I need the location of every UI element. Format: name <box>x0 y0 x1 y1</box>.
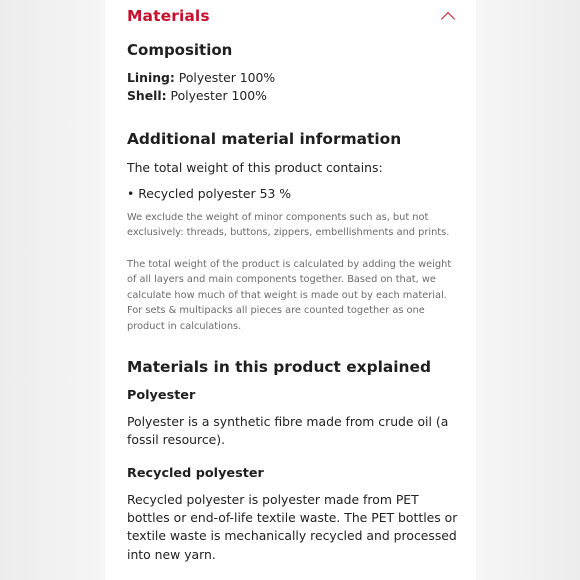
polyester-title: Polyester <box>127 388 196 403</box>
materials-panel <box>105 0 476 580</box>
composition-lining <box>127 69 460 87</box>
polyester-description: Polyester is a synthetic fibre made from crude oil (a fossil resource). <box>127 414 449 448</box>
calculation-note: The total weight of the product is calculated by adding the weight of all layers and main components together. Based on that, we calculate how much of that weight is made out by each material. For sets & multipacks all pieces are counted together as one product in calculations. <box>127 259 452 332</box>
explained-heading: Materials in this product explained <box>127 358 431 376</box>
composition-heading: Composition <box>127 41 233 59</box>
right-background <box>476 0 580 580</box>
materials-title: Materials <box>127 7 210 25</box>
additional-intro: The total weight of this product contains: <box>127 160 383 175</box>
exclusion-note: We exclude the weight of minor components such as, but not exclusively: threads, buttons, zippers, embellishments and prints. <box>127 212 450 239</box>
recycled-bullet: • Recycled polyester 53 % <box>127 186 292 201</box>
materials-accordion-header[interactable] <box>127 5 456 27</box>
recycled-polyester-description: Recycled polyester is polyester made from PET bottles or end-of-life textile waste. The PET bottles or textile waste is mechanically recycled and processed into new yarn. <box>127 492 458 562</box>
recycled-polyester-title: Recycled polyester <box>127 466 264 481</box>
lining-value: Polyester 100% <box>174 70 276 85</box>
lining-label: Lining: <box>127 70 175 85</box>
composition-shell <box>127 87 460 105</box>
shell-label: Shell: <box>127 88 167 103</box>
shell-value: Polyester 100% <box>166 88 267 103</box>
additional-heading: Additional material information <box>127 130 402 148</box>
chevron-up-icon[interactable] <box>441 12 455 26</box>
left-background <box>0 0 105 580</box>
